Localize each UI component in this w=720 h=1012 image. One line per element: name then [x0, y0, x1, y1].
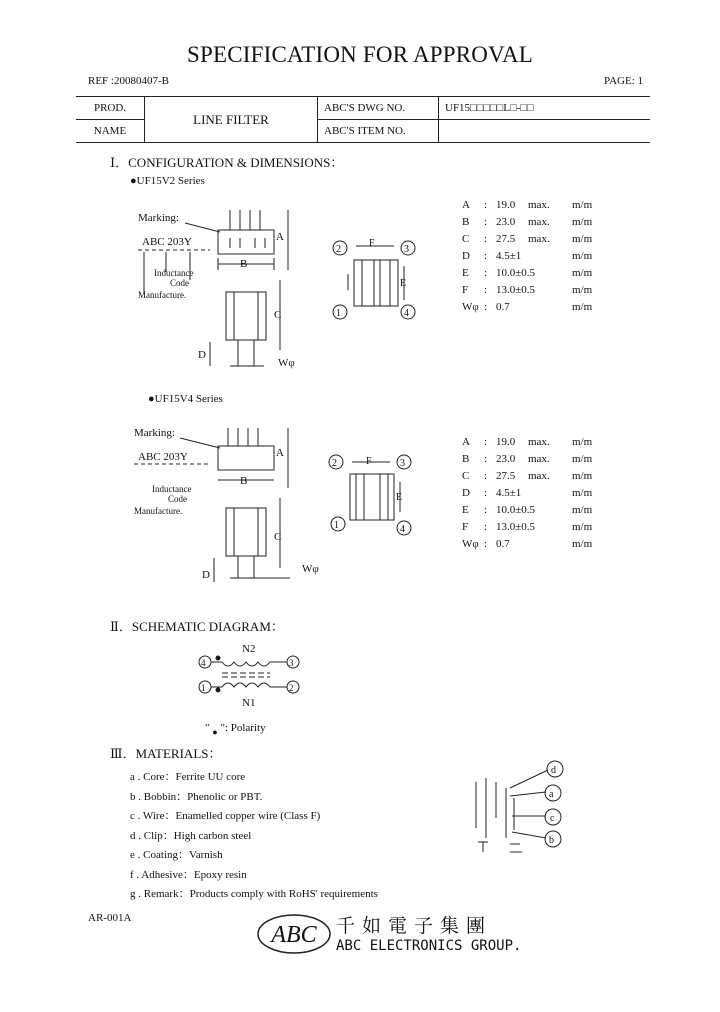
product-name: LINE FILTER: [145, 97, 318, 143]
mark-code: ABC 203Y: [142, 236, 192, 248]
material-item: a . Core：Ferrite UU core: [130, 771, 246, 783]
inductance-label: Inductance: [154, 268, 194, 278]
material-item: e . Coating：Varnish: [130, 849, 223, 861]
dim-row-d: D : 4.5±1 m/m: [462, 250, 593, 262]
svg-text:1: 1: [334, 520, 339, 531]
dim-row-d: D : 4.5±1 m/m: [462, 487, 593, 499]
dwg-value: UF15□□□□□L□-□□: [439, 97, 651, 120]
uf15v4-outline-drawing: [130, 418, 330, 588]
svg-text:C: C: [274, 309, 282, 321]
n2-label: N2: [242, 643, 256, 655]
polarity-legend: " $_●$ ": Polarity: [205, 722, 266, 737]
svg-text:2: 2: [332, 458, 337, 469]
dim-row-a: A : 19.0 max. m/m: [462, 436, 593, 448]
dim-row-f: F : 13.0±0.5 m/m: [462, 284, 593, 296]
svg-text:c: c: [550, 813, 555, 824]
dim-row-e: E : 10.0±0.5 m/m: [462, 504, 593, 516]
item-value: [439, 120, 651, 143]
svg-text:2: 2: [289, 683, 294, 693]
company-name-chinese: 千如電子集團: [336, 915, 493, 937]
abc-logo: [256, 912, 332, 956]
section-configuration-heading: Ⅰ．CONFIGURATION & DIMENSIONS：: [110, 155, 344, 170]
material-item: c . Wire：Enamelled copper wire (Class F): [130, 810, 321, 822]
dim-row-a: A : 19.0 max. m/m: [462, 199, 593, 211]
uf15v4-pin-layout: [326, 452, 422, 542]
materials-list: [130, 768, 378, 905]
svg-text:2: 2: [336, 244, 341, 255]
dim-row-c: C : 27.5 max. m/m: [462, 470, 593, 482]
uf15v2-pin-layout: [328, 234, 424, 324]
svg-text:A: A: [276, 231, 284, 243]
svg-text:4: 4: [201, 658, 206, 668]
manufacture-label: Manufacture.: [138, 290, 187, 300]
n1-label: N1: [242, 697, 256, 709]
svg-text:4: 4: [400, 524, 405, 535]
series-a-label: ●UF15V2 Series: [130, 175, 205, 187]
form-number: AR-001A: [88, 912, 132, 924]
dim-row-e: E : 10.0±0.5 m/m: [462, 267, 593, 279]
section-schematic-heading: Ⅱ．SCHEMATIC DIAGRAM：: [110, 619, 284, 634]
svg-text:3: 3: [404, 244, 409, 255]
svg-text:B: B: [240, 475, 248, 487]
marking-label: Marking:: [134, 427, 175, 439]
mark-code: ABC 203Y: [138, 451, 188, 463]
material-item: f . Adhesive：Epoxy resin: [130, 868, 247, 881]
svg-text:a: a: [549, 789, 554, 800]
schematic-diagram: [196, 640, 306, 710]
svg-text:C: C: [274, 531, 282, 543]
material-item: d . Clip：High carbon steel: [130, 829, 252, 842]
svg-text:4: 4: [404, 308, 409, 319]
manufacture-label: Manufacture.: [134, 506, 183, 516]
svg-text:1: 1: [201, 683, 206, 693]
header-table: [76, 96, 650, 143]
svg-text:B: B: [240, 258, 248, 270]
materials-callout-drawing: [466, 758, 576, 856]
prod-label: PROD.: [76, 97, 145, 120]
dimension-table-a: [462, 199, 652, 324]
svg-text:Wφ: Wφ: [302, 563, 319, 575]
dwg-label: ABC'S DWG NO.: [318, 97, 439, 120]
dim-row-b: B : 23.0 max. m/m: [462, 216, 593, 228]
svg-text:b: b: [549, 835, 554, 846]
dim-row-w: Wφ : 0.7 m/m: [462, 301, 593, 313]
svg-text:E: E: [400, 278, 407, 289]
svg-text:3: 3: [289, 658, 294, 668]
svg-text:D: D: [202, 569, 210, 581]
svg-text:3: 3: [400, 458, 405, 469]
svg-text:D: D: [198, 349, 206, 361]
uf15v2-outline-drawing: [130, 200, 330, 375]
svg-text:1: 1: [336, 308, 341, 319]
svg-text:F: F: [366, 456, 372, 467]
svg-text:F: F: [369, 238, 375, 249]
page-title: SPECIFICATION FOR APPROVAL: [186, 42, 534, 67]
dim-row-f: F : 13.0±0.5 m/m: [462, 521, 593, 533]
item-label: ABC'S ITEM NO.: [318, 120, 439, 143]
code-label: Code: [168, 494, 187, 504]
company-name-english: ABC ELECTRONICS GROUP.: [336, 938, 522, 954]
material-item: b . Bobbin：Phenolic or PBT.: [130, 790, 263, 803]
marking-label: Marking:: [138, 212, 179, 224]
series-b-label: ●UF15V4 Series: [148, 393, 223, 405]
name-label: NAME: [76, 120, 145, 143]
section-materials-heading: Ⅲ．MATERIALS：: [110, 746, 222, 761]
dim-row-w: Wφ : 0.7 m/m: [462, 538, 593, 550]
reference-number: REF :20080407-B: [88, 75, 169, 87]
inductance-label: Inductance: [152, 484, 192, 494]
svg-text:Wφ: Wφ: [278, 357, 295, 369]
svg-text:E: E: [396, 492, 403, 503]
svg-text:d: d: [551, 765, 556, 776]
dimension-table-b: [462, 436, 652, 561]
code-label: Code: [170, 278, 189, 288]
dim-row-b: B : 23.0 max. m/m: [462, 453, 593, 465]
svg-text:A: A: [276, 447, 284, 459]
page-number: PAGE: 1: [604, 75, 644, 87]
svg-text:ABC: ABC: [271, 922, 317, 948]
dim-row-c: C : 27.5 max. m/m: [462, 233, 593, 245]
material-item: g . Remark：Products comply with RoHS' requirements: [130, 888, 378, 900]
